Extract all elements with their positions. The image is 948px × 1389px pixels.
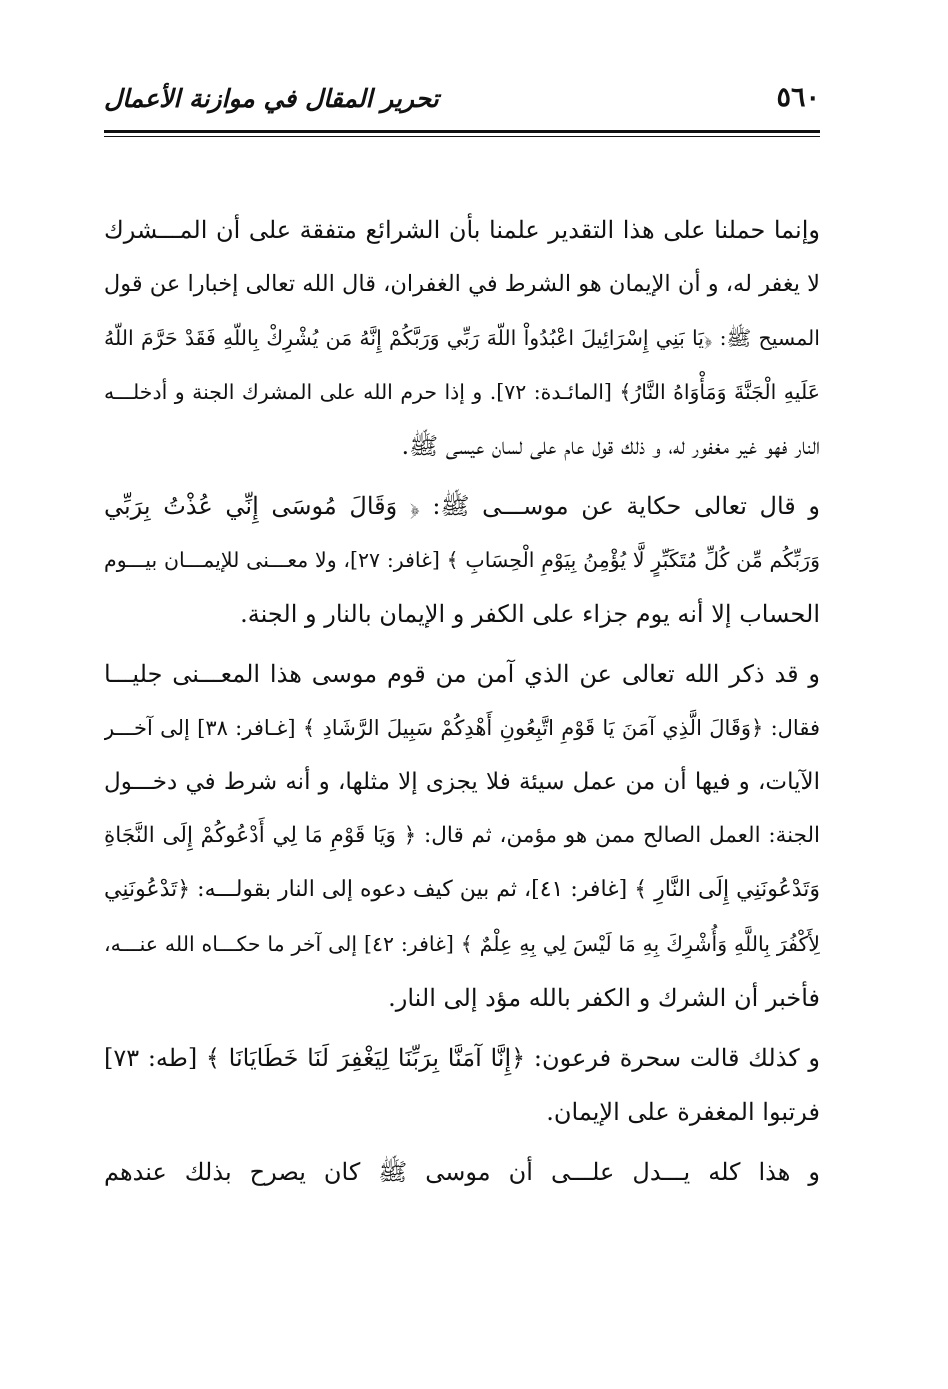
page-header [104, 78, 820, 128]
text-line: المسيح ﷺ: ﴿يَا بَنِي إِسْرَائِيلَ اعْبُدُواْ اللّهَ رَبِّي وَرَبَّكُمْ إِنَّهُ مَن يُشْرِكْ بِاللّهِ فَقَدْ حَرَّمَ اللّهُ [104, 326, 820, 350]
text-line: فرتبوا المغفرة على الإيمان. [546, 1098, 820, 1126]
text-line: فقال: ﴿وَقَالَ الَّذِي آمَنَ يَا قَوْمِ اتَّبِعُونِ أَهْدِكُمْ سَبِيلَ الرَّشَادِ ﴾ [غـافر: ٣٨] إلى آخـــر [104, 716, 820, 740]
text-line: فأخبر أن الشرك و الكفر بالله مؤد إلى النار. [388, 984, 820, 1012]
header-rule [104, 130, 820, 133]
text-line: و كذلك قالت سحرة فرعون: ﴿إِنَّا آمَنَّا بِرَبِّنَا لِيَغْفِرَ لَنَا خَطَايَانَا ﴾ [طه: ٧٣] [104, 1044, 820, 1072]
text-line: الحساب إلا أنه يوم جزاء على الكفر و الإيمان بالنار و الجنة. [240, 600, 820, 628]
header-rule-thin [104, 136, 820, 137]
running-title: تحرير المقال في موازنة الأعمال [104, 84, 439, 113]
text-line: و قال تعالى حكاية عن موســـى ﷺ: ﴿ وَقَالَ مُوسَى إِنِّي عُذْتُ بِرَبِّي [104, 492, 820, 520]
text-line: عَلَيهِ الْجَنَّةَ وَمَأْوَاهُ النَّارُ﴾ [المائـدة: ٧٢]. و إذا حرم الله على المشرك الجنة و أدخلـــه [104, 380, 820, 404]
text-line: لا يغفر له، و أن الإيمان هو الشرط في الغفران، قال الله تعالى إخبارا عن قول [104, 271, 820, 297]
text-line: الجنة: العمل الصالح ممن هو مؤمن، ثم قال: ﴿ وَيَا قَوْمِ مَا لِي أَدْعُوكُمْ إِلَى النَّجَاةِ [104, 823, 820, 848]
text-line: النار فهو غير مغفور له، و ذلك قول عام على لسان عيسى ﷺ. [401, 432, 820, 460]
page-number: ٥٦٠ [776, 82, 820, 113]
text-line: وإنما حملنا على هذا التقدير علمنا بأن الشرائع متفقة على أن المـــشرك [104, 216, 820, 244]
text-line: لِأَكْفُرَ بِاللَّهِ وَأُشْرِكَ بِهِ مَا لَيْسَ لِي بِهِ عِلْمٌ ﴾ [غافر: ٤٢] إلى آخر ما حكـــاه الله عنـــه، [104, 932, 820, 956]
text-line: وَتَدْعُونَنِي إِلَى النَّارِ ﴾ [غافر: ٤١]، ثم بين كيف دعوه إلى النار بقولـــه: ﴿تَدْعُونَنِي [104, 877, 820, 902]
text-line: الآيات، و فيها أن من عمل سيئة فلا يجزى إلا مثلها، و أنه شرط في دخـــول [104, 769, 820, 795]
text-line: و قد ذكر الله تعالى عن الذي آمن من قوم موسى هذا المعـــنى جليـــا [104, 660, 820, 688]
text-line: و هذا كله يـــدل علـــى أن موسى ﷺ كان يصرح بذلك عندهم [104, 1158, 820, 1186]
body-text [104, 203, 820, 1199]
text-line: وَرَبِّكُم مِّن كُلِّ مُتَكَبِّرٍ لَّا يُؤْمِنُ بِيَوْمِ الْحِسَابِ ﴾ [غافر: ٢٧]، ولا معـــنى للإيمـــان بيـــوم [104, 548, 820, 572]
